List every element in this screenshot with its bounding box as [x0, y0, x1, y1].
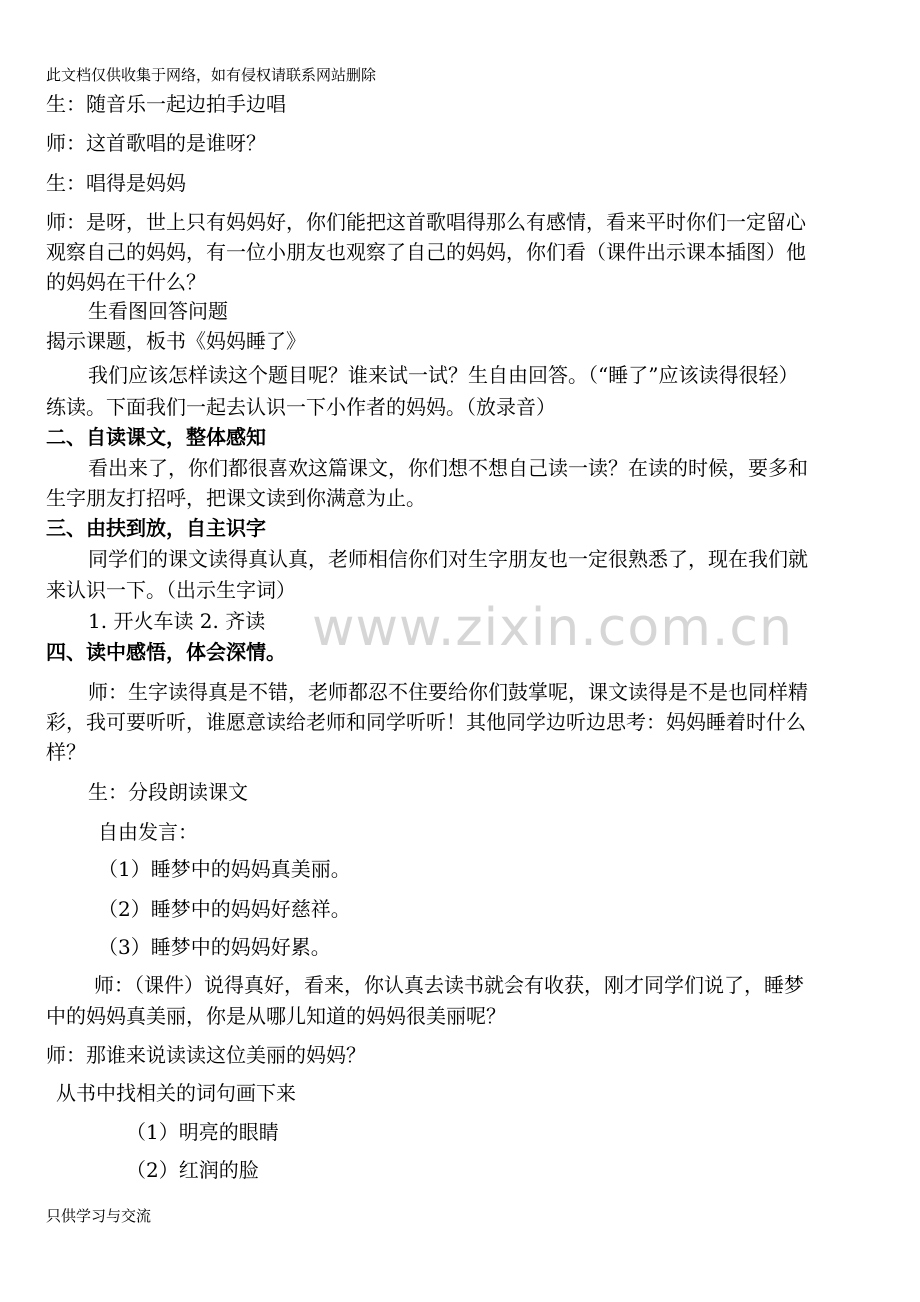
text-line: 师：那谁来说读读这位美丽的妈妈？: [46, 1043, 366, 1067]
text-line: 生看图回答问题: [88, 299, 228, 323]
footer-note: 只供学习与交流: [46, 1207, 152, 1225]
text-line: 来认识一下。（出示生字词）: [46, 578, 296, 602]
section-heading: 二、自读课文，整体感知: [46, 425, 266, 449]
text-line: 生：分段朗读课文: [88, 780, 248, 804]
text-line: 1. 开火车读 2. 齐读: [88, 609, 266, 633]
list-item: （2）红润的脸: [126, 1158, 259, 1182]
list-item: （1）明亮的眼睛: [126, 1120, 279, 1144]
text-line: 师：这首歌唱的是谁呀？: [46, 131, 266, 155]
section-heading: 三、由扶到放，自主识字: [46, 516, 266, 540]
section-heading: 四、读中感悟，体会深情。: [46, 640, 286, 664]
text-line: 同学们的课文读得真认真，老师相信你们对生字朋友也一定很熟悉了，现在我们就: [88, 547, 808, 571]
text-line: 练读。下面我们一起去认识一下小作者的妈妈。（放录音）: [46, 395, 556, 419]
text-line: 我们应该怎样读这个题目呢？谁来试一试？生自由回答。（“睡了”应该读得很轻）: [88, 363, 799, 387]
text-line: 看出来了，你们都很喜欢这篇课文，你们想不想自己读一读？在读的时候，要多和: [88, 456, 808, 480]
text-line: 生字朋友打招呼，把课文读到你满意为止。: [46, 486, 426, 510]
list-item: （1）睡梦中的妈妈真美丽。: [98, 857, 351, 881]
text-line: 揭示课题，板书《妈妈睡了》: [46, 329, 306, 353]
list-item: （2）睡梦中的妈妈好慈祥。: [98, 897, 351, 921]
text-line: 自由发言：: [98, 820, 198, 844]
text-line: 师：（课件）说得真好，看来，你认真去读书就会有收获，刚才同学们说了，睡梦: [94, 973, 804, 997]
text-line: 中的妈妈真美丽，你是从哪儿知道的妈妈很美丽呢？: [46, 1004, 506, 1028]
header-note: 此文档仅供收集于网络，如有侵权请联系网站删除: [46, 66, 377, 84]
text-line: 的妈妈在干什么？: [46, 270, 206, 294]
text-line: 师：生字读得真是不错，老师都忍不住要给你们鼓掌呢，课文读得是不是也同样精: [88, 680, 808, 704]
text-line: 师：是呀，世上只有妈妈好，你们能把这首歌唱得那么有感情，看来平时你们一定留心: [46, 210, 806, 234]
list-item: （3）睡梦中的妈妈好累。: [98, 935, 331, 959]
text-line: 生：随音乐一起边拍手边唱: [46, 92, 286, 116]
text-line: 样？: [46, 740, 86, 764]
text-line: 从书中找相关的词句画下来: [56, 1081, 296, 1105]
text-line: 生：唱得是妈妈: [46, 171, 186, 195]
watermark: www.zixin.com.cn: [312, 598, 793, 658]
text-line: 彩，我可要听听，谁愿意读给老师和同学听听！其他同学边听边思考：妈妈睡着时什么: [46, 710, 806, 734]
text-line: 观察自己的妈妈，有一位小朋友也观察了自己的妈妈，你们看（课件出示课本插图）他: [46, 240, 806, 264]
